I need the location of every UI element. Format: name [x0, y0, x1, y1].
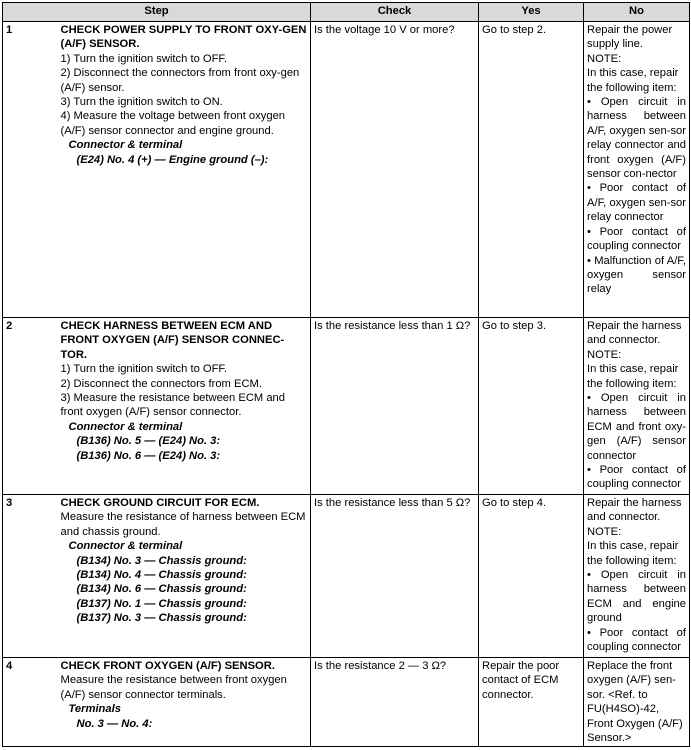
step-cell: [58, 318, 311, 495]
check-cell: Is the resistance 2 — 3 Ω?: [311, 658, 479, 747]
no-line: NOTE:: [587, 348, 622, 361]
table-row: [3, 495, 690, 658]
no-line: • Open circuit in harness between ECM and engine ground: [587, 569, 686, 625]
step-title: CHECK POWER SUPPLY TO FRONT OXY-GEN (A/F) SENSOR.: [60, 24, 307, 51]
no-line: • Open circuit in harness between A/F, oxygen sen-sor relay connector and front oxygen (A/F) sensor con-nector: [587, 96, 686, 181]
step-line: 4) Measure the voltage between front oxygen (A/F) sensor connector and engine ground.: [60, 110, 286, 137]
step-number: 1: [3, 22, 58, 318]
step-number: 4: [3, 658, 58, 747]
connector-terminal-item: (B137) No. 1 — Chassis ground:: [76, 597, 247, 610]
no-line: Replace the front oxygen (A/F) sen-sor. <Ref. to FU(H4SO)-42, Front Oxygen (A/F) Sensor.>: [587, 660, 683, 745]
step-line: 3) Measure the resistance between ECM and front oxygen (A/F) sensor connector.: [60, 392, 285, 419]
no-cell: [584, 495, 690, 658]
connector-terminal-item: (B136) No. 6 — (E24) No. 3:: [76, 449, 221, 462]
no-line: NOTE:: [587, 525, 622, 538]
yes-cell: Go to step 2.: [479, 22, 584, 318]
connector-terminal-item: (B134) No. 4 — Chassis ground:: [76, 569, 247, 582]
no-cell: [584, 658, 690, 747]
no-line: In this case, repair the following item:: [587, 67, 679, 94]
check-cell: Is the resistance less than 5 Ω?: [311, 495, 479, 658]
header-check: Check: [311, 3, 479, 22]
no-line: • Poor contact of A/F, oxygen sen-sor relay connector: [587, 182, 686, 224]
yes-cell: Repair the poor contact of ECM connector.: [479, 658, 584, 747]
check-cell: Is the voltage 10 V or more?: [311, 22, 479, 318]
no-line: • Poor contact of coupling connector: [587, 225, 686, 253]
connector-terminal-item: (B134) No. 6 — Chassis ground:: [76, 583, 247, 596]
no-line: Repair the harness and connector.: [587, 320, 682, 347]
no-line: • Poor contact of coupling connector: [587, 626, 686, 654]
yes-cell: Go to step 3.: [479, 318, 584, 495]
no-line: Repair the harness and connector.: [587, 497, 682, 524]
header-row: [3, 3, 690, 22]
step-line: 2) Disconnect the connectors from front oxy-gen (A/F) sensor.: [60, 67, 300, 94]
connector-terminal-item: (B137) No. 3 — Chassis ground:: [76, 612, 247, 625]
table-row: [3, 318, 690, 495]
no-line: Repair the power supply line.: [587, 24, 673, 51]
connector-terminal-item: No. 3 — No. 4:: [76, 717, 153, 730]
no-cell: [584, 22, 690, 318]
step-title: CHECK FRONT OXYGEN (A/F) SENSOR.: [60, 660, 275, 672]
yes-cell: Go to step 4.: [479, 495, 584, 658]
connector-terminal-heading: Connector & terminal: [68, 540, 183, 553]
step-cell: [58, 495, 311, 658]
no-line: In this case, repair the following item:: [587, 363, 679, 390]
no-line: • Open circuit in harness between ECM and front oxy-gen (A/F) sensor connector: [587, 392, 686, 462]
check-cell: Is the resistance less than 1 Ω?: [311, 318, 479, 495]
step-line: 1) Turn the ignition switch to OFF.: [60, 52, 228, 65]
step-line: 3) Turn the ignition switch to ON.: [60, 96, 223, 109]
header-no: No: [584, 3, 690, 22]
step-cell: [58, 22, 311, 318]
step-line: Measure the resistance of harness between ECM and chassis ground.: [60, 511, 306, 538]
step-number: 3: [3, 495, 58, 658]
diagnostic-table: [2, 2, 690, 747]
table-row: [3, 22, 690, 318]
no-line: • Malfunction of A/F, oxygen sensor relay: [587, 254, 686, 296]
no-line: In this case, repair the following item:: [587, 540, 679, 567]
no-cell: [584, 318, 690, 495]
step-number: 2: [3, 318, 58, 495]
header-step: Step: [3, 3, 311, 22]
connector-terminal-item: (B134) No. 3 — Chassis ground:: [76, 554, 247, 567]
connector-terminal-heading: Connector & terminal: [68, 420, 183, 433]
step-line: 2) Disconnect the connectors from ECM.: [60, 377, 262, 390]
step-title: CHECK HARNESS BETWEEN ECM AND FRONT OXYGEN (A/F) SENSOR CONNEC-TOR.: [60, 320, 285, 361]
step-title: CHECK GROUND CIRCUIT FOR ECM.: [60, 497, 260, 509]
connector-terminal-item: (B136) No. 5 — (E24) No. 3:: [76, 435, 221, 448]
step-cell: [58, 658, 311, 747]
header-yes: Yes: [479, 3, 584, 22]
connector-terminal-heading: Terminals: [68, 703, 121, 716]
connector-terminal-item: (E24) No. 4 (+) — Engine ground (–):: [76, 153, 269, 166]
no-line: • Poor contact of coupling connector: [587, 464, 686, 491]
connector-terminal-heading: Connector & terminal: [68, 139, 183, 152]
step-line: Measure the resistance between front oxygen (A/F) sensor connector terminals.: [60, 674, 287, 701]
step-line: 1) Turn the ignition switch to OFF.: [60, 363, 228, 376]
table-row: [3, 658, 690, 747]
no-line: NOTE:: [587, 52, 622, 65]
